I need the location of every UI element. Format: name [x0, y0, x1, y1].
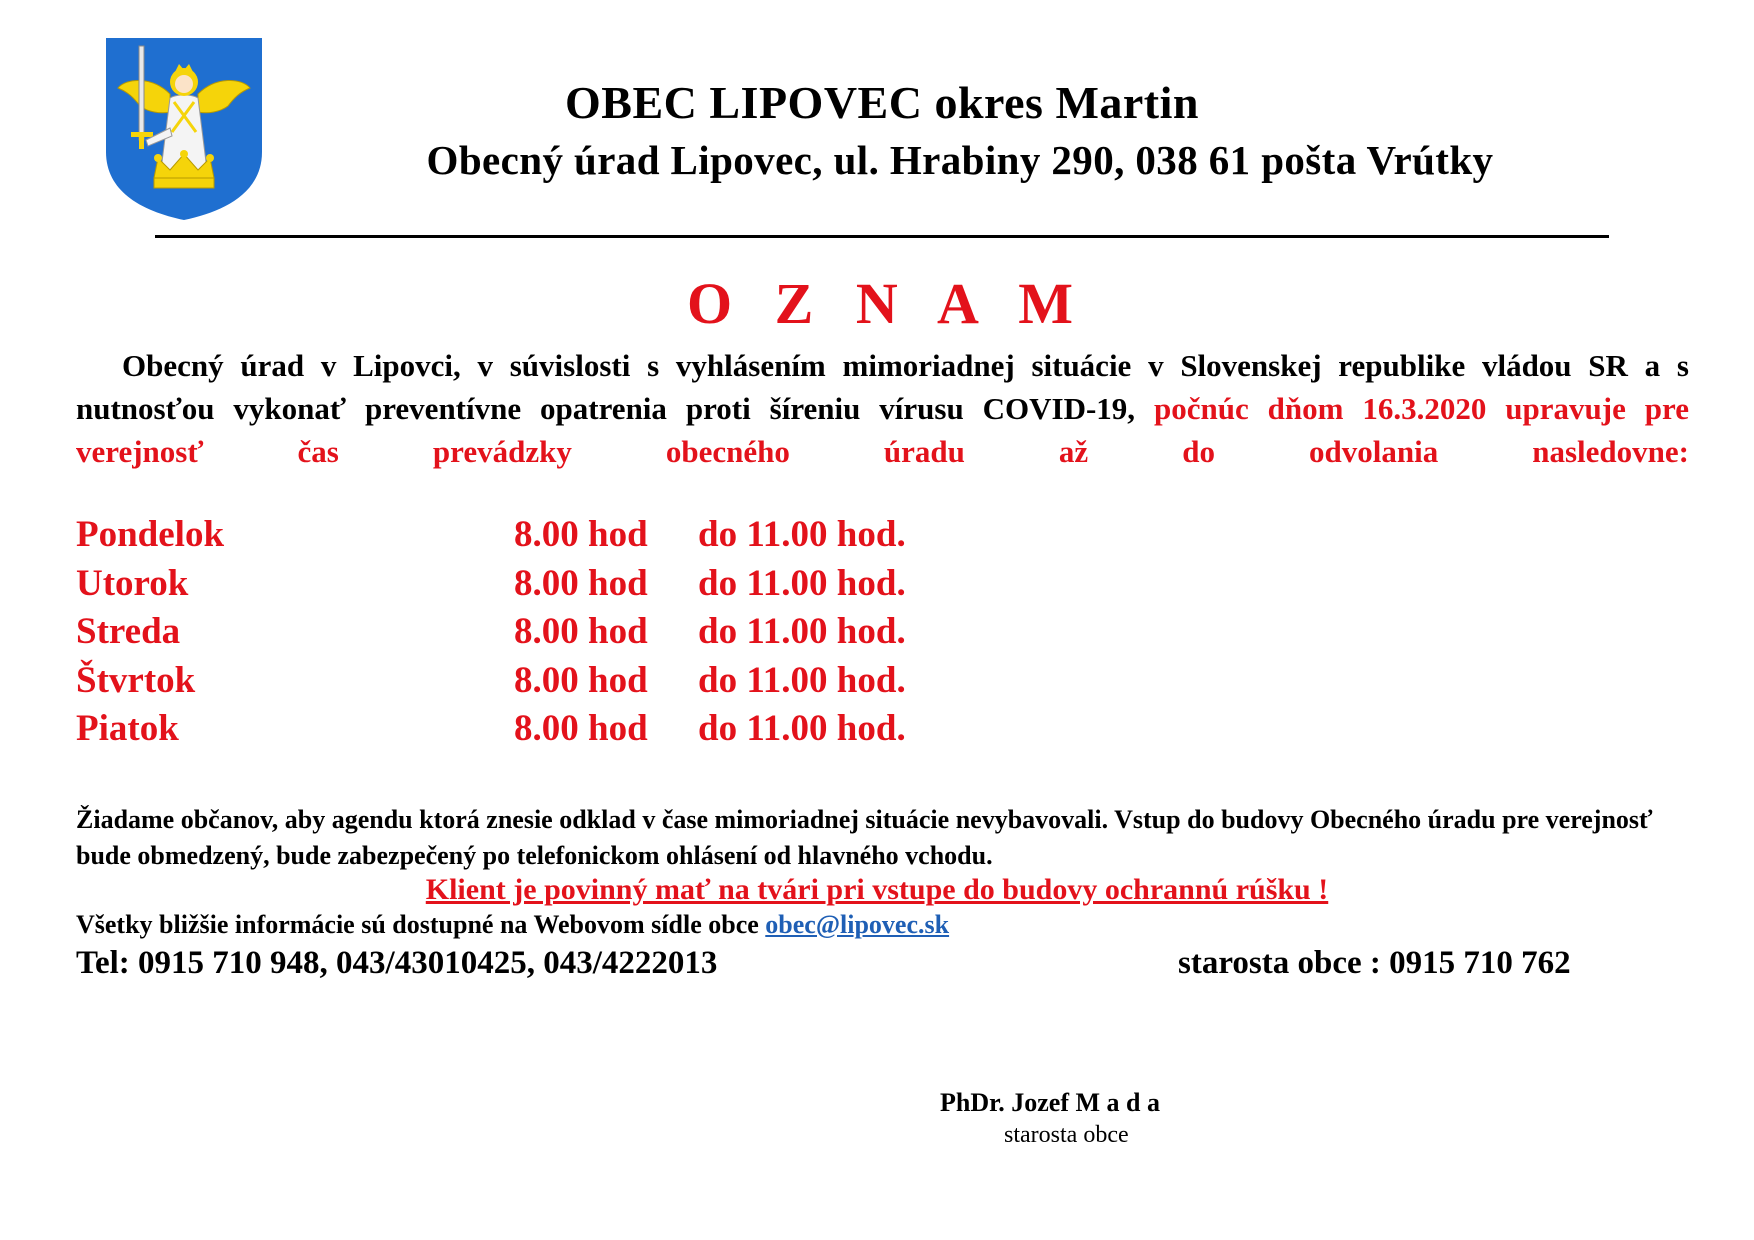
mayor-phone: starosta obce : 0915 710 762 [1178, 945, 1571, 981]
header-title: OBEC LIPOVEC okres Martin [565, 77, 1199, 128]
header-divider [155, 235, 1609, 238]
hours-to: do 11.00 hod. [698, 611, 906, 652]
notice-heading: O Z N A M [687, 271, 1087, 336]
signature-title: starosta obce [1004, 1122, 1129, 1148]
mask-warning: Klient je povinný mať na tvári pri vstupe do budovy ochrannú rúšku ! [425, 873, 1329, 906]
hours-to: do 11.00 hod. [698, 708, 906, 749]
hours-to: do 11.00 hod. [698, 562, 906, 604]
web-info-text: Všetky bližšie informácie sú dostupné na Webovom sídle obce [76, 910, 766, 939]
web-info [76, 910, 949, 940]
hours-to: do 11.00 hod. [698, 514, 906, 555]
request-text: Žiadame občanov, aby agendu ktorá znesie odklad v čase mimoriadnej situácie nevybavovali. Vstup do budovy Obecného úradu pre verejnosť bude obmedzený, bude zabezpečený po telefonickom ohlásení od hlavného vchodu. [76, 805, 1653, 870]
coat-of-arms-icon [104, 36, 264, 222]
hours-day: Streda [76, 611, 181, 652]
notice-intro-text: Obecný úrad v Lipovci, v súvislosti s vyhlásením mimoriadnej situácie v Slovenskej republike vládou SR a s nutnosťou vykonať preventívne opatrenia proti šíreniu vírusu COVID-19, [76, 348, 1689, 426]
hours-day: Piatok [76, 708, 179, 749]
hours-from: 8.00 hod [514, 659, 648, 701]
hours-to: do 11.00 hod. [698, 659, 906, 701]
signature-name: PhDr. Jozef M a d a [940, 1088, 1161, 1117]
email-link[interactable]: obec@lipovec.sk [765, 910, 950, 939]
hours-from: 8.00 hod [514, 562, 648, 604]
notice-intro-highlight: počnúc dňom 16.3.2020 upravuje pre verejnosť čas prevádzky obecného úradu až do odvolania nasledovne: [76, 391, 1689, 469]
hours-from: 8.00 hod [514, 708, 648, 749]
hours-day: Utorok [76, 562, 189, 604]
hours-day: Pondelok [76, 514, 225, 555]
notice-intro [76, 344, 1689, 473]
hours-day: Štvrtok [76, 659, 196, 701]
hours-from: 8.00 hod [514, 514, 648, 555]
header-subtitle: Obecný úrad Lipovec, ul. Hrabiny 290, 038 61 pošta Vrútky [426, 137, 1494, 183]
hours-from: 8.00 hod [514, 611, 648, 652]
phone-numbers: Tel: 0915 710 948, 043/43010425, 043/4222013 [76, 945, 718, 981]
